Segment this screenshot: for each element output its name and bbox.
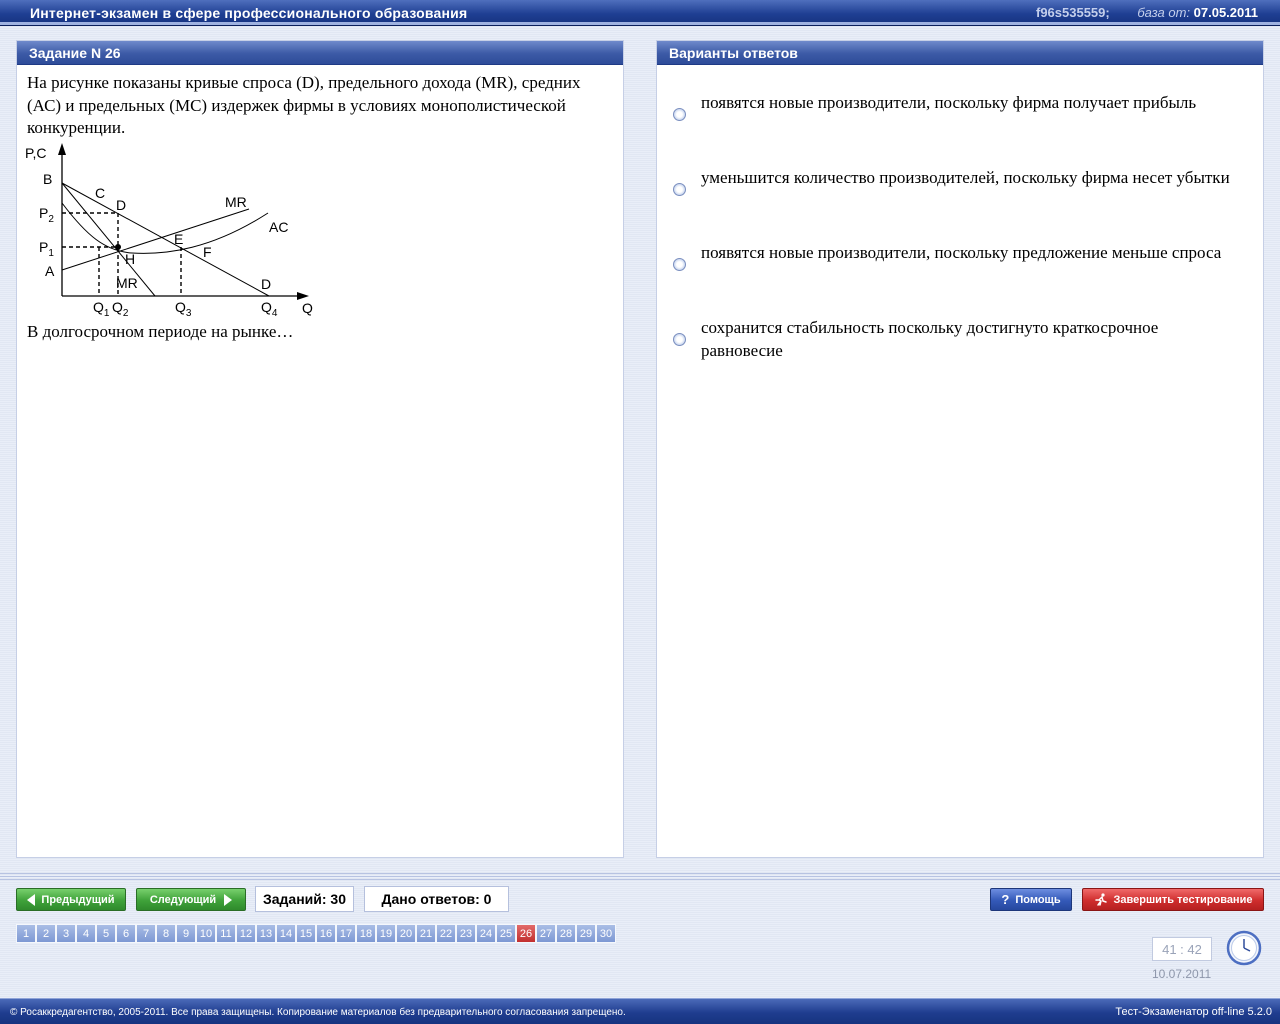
answer-option-1[interactable] (673, 92, 1253, 115)
task-title: Задание N 26 (17, 41, 623, 65)
prev-label: Предыдущий (41, 893, 115, 906)
answers-title: Варианты ответов (657, 41, 1263, 65)
label-q3: $Q_3$ (175, 299, 192, 319)
page-cell-13[interactable]: 13 (256, 924, 276, 943)
label-a: A (45, 263, 55, 279)
question-icon: ? (1001, 892, 1010, 907)
page-cell-8[interactable]: 8 (156, 924, 176, 943)
answer-label: появятся новые производители, поскольку фирма получает прибыль (701, 93, 1197, 112)
page-cell-10[interactable]: 10 (196, 924, 216, 943)
label-q2: $Q_2$ (112, 299, 129, 319)
title-bar-stripe (0, 22, 1280, 25)
radio-icon[interactable] (673, 183, 686, 196)
label-d-bottom: D (261, 276, 272, 292)
page-cell-18[interactable]: 18 (356, 924, 376, 943)
next-label: Следующий (149, 893, 217, 906)
tasks-counter: Заданий: 30 (255, 886, 354, 912)
base-date: 07.05.2011 (1193, 5, 1258, 20)
radio-icon[interactable] (673, 258, 686, 271)
page-cell-11[interactable]: 11 (216, 924, 236, 943)
footer (0, 998, 1280, 1024)
label-ac: AC (269, 219, 289, 235)
page-cell-27[interactable]: 27 (536, 924, 556, 943)
x-axis-label: Q (302, 300, 313, 316)
ac-curve (62, 203, 268, 253)
page-cell-15[interactable]: 15 (296, 924, 316, 943)
running-man-icon (1094, 893, 1108, 907)
label-f: F (203, 244, 212, 260)
page-cell-9[interactable]: 9 (176, 924, 196, 943)
radio-icon[interactable] (673, 333, 686, 346)
answers-panel (656, 40, 1264, 858)
clock-icon (1226, 930, 1262, 966)
answer-label: уменьшится количество производителей, поскольку фирма несет убытки (701, 168, 1230, 187)
session-id: f96s535559; (1035, 5, 1110, 20)
page-cell-24[interactable]: 24 (476, 924, 496, 943)
answer-option-4[interactable] (673, 317, 1253, 362)
label-mr-bottom: MR (116, 275, 138, 291)
task-panel (16, 40, 624, 858)
label-h: H (125, 251, 136, 267)
page-cell-1[interactable]: 1 (16, 924, 36, 943)
y-axis-label: P,C (25, 145, 47, 161)
economics-graph (25, 141, 347, 321)
page-cell-25[interactable]: 25 (496, 924, 516, 943)
help-button[interactable] (990, 888, 1072, 911)
mr-curve-upper (62, 209, 249, 270)
page-cell-20[interactable]: 20 (396, 924, 416, 943)
label-c: C (95, 185, 106, 201)
answer-option-3[interactable] (673, 242, 1253, 265)
page-cell-6[interactable]: 6 (116, 924, 136, 943)
page-cell-7[interactable]: 7 (136, 924, 156, 943)
app-version: Тест-Экзаменатор off-line 5.2.0 (1115, 1006, 1272, 1018)
page-cell-19[interactable]: 19 (376, 924, 396, 943)
arrow-left-icon (27, 894, 35, 906)
radio-icon[interactable] (673, 108, 686, 121)
y-axis-arrow-icon (58, 143, 66, 155)
page-cell-17[interactable]: 17 (336, 924, 356, 943)
toolbar-separator (0, 872, 1280, 880)
base-date-label: база от: (1137, 5, 1191, 20)
label-mr-top: MR (225, 194, 247, 210)
page-cell-5[interactable]: 5 (96, 924, 116, 943)
page-cell-28[interactable]: 28 (556, 924, 576, 943)
current-date: 10.07.2011 (1152, 967, 1212, 981)
page-cell-22[interactable]: 22 (436, 924, 456, 943)
question-text: На рисунке показаны кривые спроса (D), предельного дохода (MR), средних (АС) и предельных (МС) издержек фирмы в условиях монополистической конкуренции. (27, 73, 581, 137)
answer-label: появятся новые производители, поскольку предложение меньше спроса (701, 243, 1222, 262)
timer-display: 41 : 42 (1152, 937, 1212, 961)
answer-option-2[interactable] (673, 167, 1253, 190)
x-axis-arrow-icon (297, 292, 309, 300)
help-label: Помощь (1015, 893, 1061, 906)
answer-label: сохранится стабильность поскольку достигнуто краткосрочное равновесие (701, 318, 1159, 360)
copyright: © Росаккредагентство, 2005-2011. Все права защищены. Копирование материалов без предварительного согласования запрещено. (10, 1007, 626, 1018)
page-cell-14[interactable]: 14 (276, 924, 296, 943)
page-cell-3[interactable]: 3 (56, 924, 76, 943)
page-cell-30[interactable]: 30 (596, 924, 616, 943)
page-cell-29[interactable]: 29 (576, 924, 596, 943)
page-cell-21[interactable]: 21 (416, 924, 436, 943)
arrow-right-icon (224, 894, 232, 906)
page-cell-26[interactable]: 26 (516, 924, 536, 943)
label-p1: $P_1$ (39, 239, 54, 259)
page-cell-16[interactable]: 16 (316, 924, 336, 943)
mr-curve-lower (62, 183, 155, 296)
question-tail: В долгосрочном периоде на рынке… (27, 322, 294, 341)
label-e: E (174, 231, 184, 247)
label-b: B (43, 171, 53, 187)
page-cell-23[interactable]: 23 (456, 924, 476, 943)
page-cell-12[interactable]: 12 (236, 924, 256, 943)
label-q4: $Q_4$ (261, 299, 278, 319)
session-info (1036, 5, 1258, 20)
title-bar (0, 0, 1280, 26)
page-cell-2[interactable]: 2 (36, 924, 56, 943)
next-button[interactable] (136, 888, 246, 911)
page-cell-4[interactable]: 4 (76, 924, 96, 943)
finish-button[interactable] (1082, 888, 1264, 911)
prev-button[interactable] (16, 888, 126, 911)
task-pager (16, 924, 616, 943)
answers-counter: Дано ответов: 0 (364, 886, 509, 912)
app-title: Интернет-экзамен в сфере профессионального образования (30, 5, 468, 21)
equilibrium-point (115, 244, 121, 250)
label-q1: $Q_1$ (93, 299, 110, 319)
finish-label: Завершить тестирование (1113, 893, 1253, 906)
label-p2: $P_2$ (39, 205, 54, 225)
label-d-top: D (116, 197, 127, 213)
